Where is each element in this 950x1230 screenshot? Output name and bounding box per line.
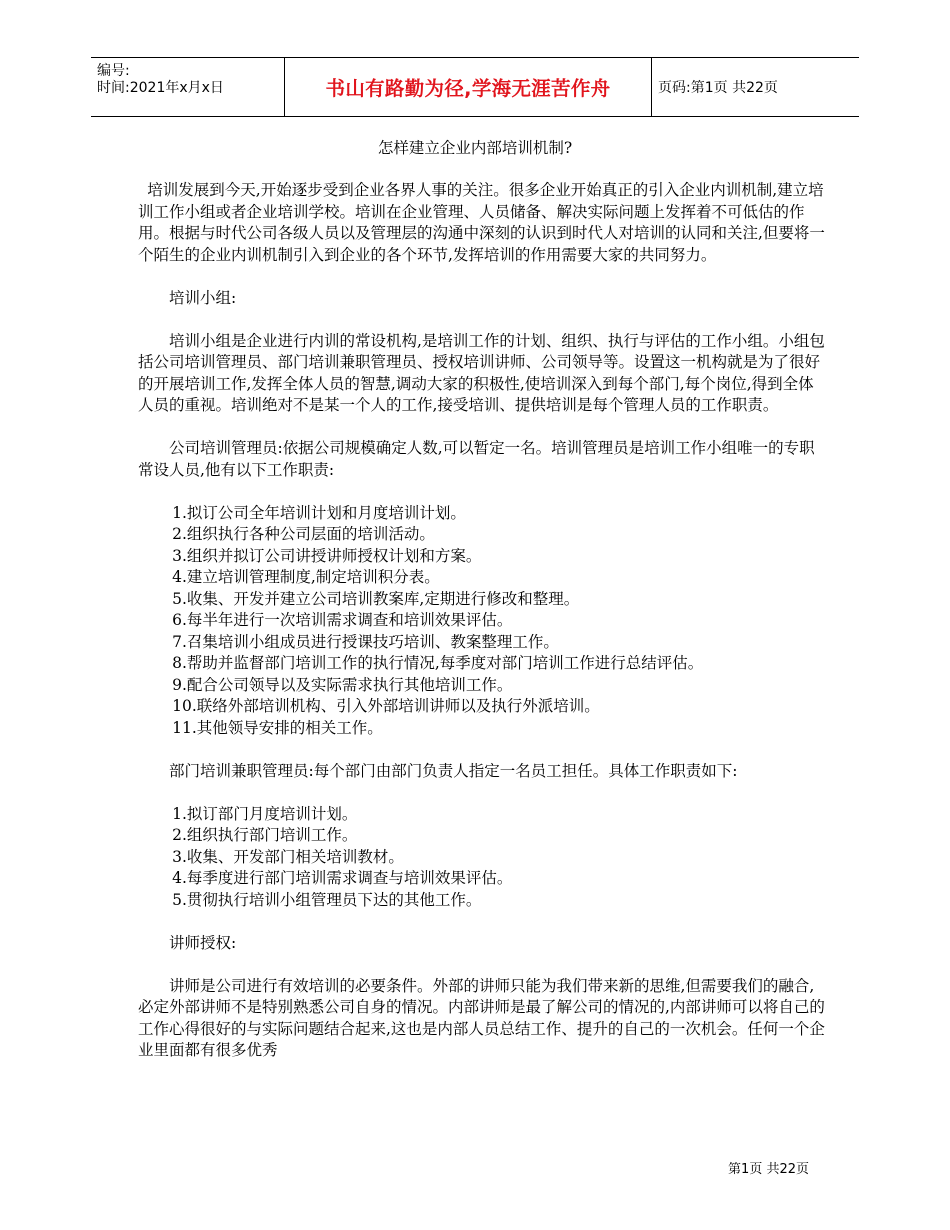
header-motto: 书山有路勤为径,学海无涯苦作舟 xyxy=(284,58,652,116)
page-header xyxy=(91,57,859,117)
training-group-paragraph: 培训小组是企业进行内训的常设机构,是培训工作的计划、组织、执行与评估的工作小组。小组包括公司培训管理员、部门培训兼职管理员、授权培训讲师、公司领导等。设置这一机构就是为了很好的开展培训工作,发挥全体人员的智慧,调动大家的积极性,使培训深入到每个部门,每个岗位,得到全体人员的重视。培训绝对不是某一个人的工作,接受培训、提供培训是每个管理人员的工作职责。 xyxy=(138,331,825,414)
list-item: 2.组织执行部门培训工作。 xyxy=(172,826,358,844)
document-body xyxy=(138,180,826,1062)
list-item: 1.拟订公司全年培训计划和月度培训计划。 xyxy=(172,503,466,522)
list-item: 6.每半年进行一次培训需求调查和培训效果评估。 xyxy=(172,611,513,629)
list-item: 9.配合公司领导以及实际需求执行其他培训工作。 xyxy=(172,675,513,694)
list-item: 10.联络外部培训机构、引入外部培训讲师以及执行外派培训。 xyxy=(172,697,600,715)
manager-duties-list xyxy=(138,503,826,740)
dept-duties-list xyxy=(138,804,826,912)
list-item: 2.组织执行各种公司层面的培训活动。 xyxy=(172,525,435,543)
list-item: 5.收集、开发并建立公司培训教案库,定期进行修改和整理。 xyxy=(172,589,580,608)
dept-manager-intro-paragraph: 部门培训兼职管理员:每个部门由部门负责人指定一名员工担任。具体工作职责如下: xyxy=(169,761,738,780)
document-date-label: 时间:2021年x月x日 xyxy=(97,80,224,96)
header-page-number: 页码:第1页 共22页 xyxy=(658,80,778,96)
list-item: 8.帮助并监督部门培训工作的执行情况,每季度对部门培训工作进行总结评估。 xyxy=(172,654,704,672)
header-meta xyxy=(97,63,224,97)
list-item: 5.贯彻执行培训小组管理员下达的其他工作。 xyxy=(172,890,482,909)
manager-intro-paragraph: 公司培训管理员:依据公司规模确定人数,可以暂定一名。培训管理员是培训工作小组唯一的专职常设人员,他有以下工作职责: xyxy=(138,439,815,479)
section-heading-training-group: 培训小组: xyxy=(169,288,237,307)
list-item: 1.拟订部门月度培训计划。 xyxy=(172,804,358,823)
section-heading-instructor-authorization: 讲师授权: xyxy=(169,933,237,952)
list-item: 3.收集、开发部门相关培训教材。 xyxy=(172,847,404,866)
list-item: 11.其他领导安排的相关工作。 xyxy=(172,718,383,737)
page-footer: 第1页 共22页 xyxy=(728,1162,809,1177)
document-number-label: 编号: xyxy=(97,63,130,79)
intro-paragraph: 培训发展到今天,开始逐步受到企业各界人事的关注。很多企业开始真正的引入企业内训机制,建立培训工作小组或者企业培训学校。培训在企业管理、人员储备、解决实际问题上发挥着不可低估的作用。根据与时代公司各级人员以及管理层的沟通中深刻的认识到时代人对培训的认同和关注,但要将一个陌生的企业内训机制引入到企业的各个环节,发挥培训的作用需要大家的共同努力。 xyxy=(138,181,825,264)
document-title: 怎样建立企业内部培训机制? xyxy=(377,139,573,157)
list-item: 4.每季度进行部门培训需求调查与培训效果评估。 xyxy=(172,869,513,887)
list-item: 7.召集培训小组成员进行授课技巧培训、教案整理工作。 xyxy=(172,632,559,651)
instructor-authorization-paragraph: 讲师是公司进行有效培训的必要条件。外部的讲师只能为我们带来新的思维,但需要我们的融合,必定外部讲师不是特别熟悉公司自身的情况。内部讲师是最了解公司的情况的,内部讲师可以将自己的工作心得很好的与实际问题结合起来,这也是内部人员总结工作、提升的自己的一次机会。任何一个企业里面都有很多优秀 xyxy=(138,976,825,1059)
list-item: 3.组织并拟订公司讲授讲师授权计划和方案。 xyxy=(172,546,482,565)
list-item: 4.建立培训管理制度,制定培训积分表。 xyxy=(172,568,440,586)
